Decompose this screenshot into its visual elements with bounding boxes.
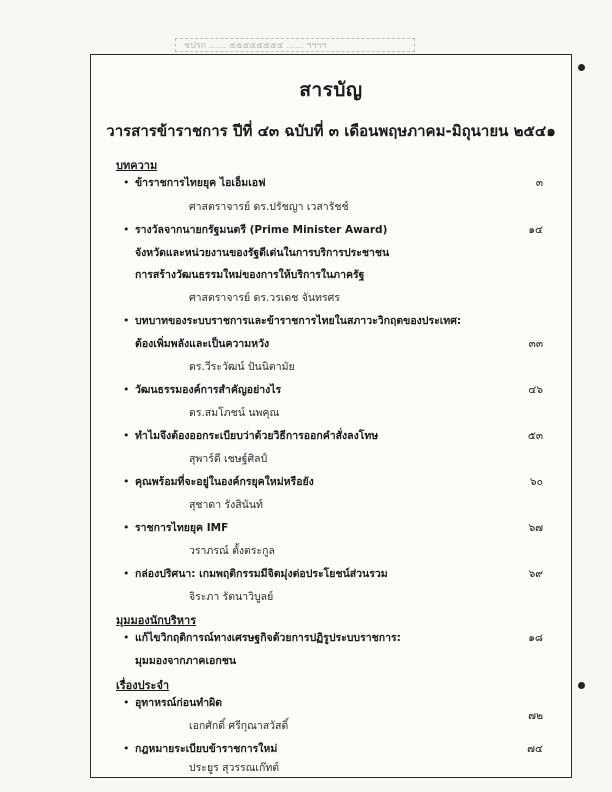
bullet-icon: • (123, 696, 130, 709)
toc-entry-page: ๓๓ (528, 338, 543, 350)
toc-entry-page: ๗๒ (528, 710, 543, 722)
toc-title: สารบัญ (299, 79, 363, 101)
toc-entry-title: วัฒนธรรมองค์การสำคัญอย่างไร (135, 384, 282, 396)
section-heading-articles: บทความ (116, 159, 158, 172)
toc-entry-title: ทำไมจึงต้องออกระเบียบว่าด้วยวิธีการออกคำสั่งลงโทษ (135, 430, 379, 442)
toc-entry-author: ประยูร สุวรรณเก๊ทต์ (189, 762, 280, 774)
toc-entry-subtitle: จังหวัดและหน่วยงานของรัฐดีเด่นในการบริการประชาชน (135, 247, 390, 259)
toc-entry-author: วราภรณ์ ตั้งตระกูล (189, 545, 275, 557)
toc-entry-page: ๖๙ (528, 568, 543, 580)
toc-entry-title: ราชการไทยยุค IMF (135, 522, 229, 534)
section-heading-regular-features: เรื่องประจำ (116, 679, 170, 692)
toc-entry-page: ๔๖ (528, 384, 543, 396)
toc-entry-title: ข้าราชการไทยยุค ไอเอ็มเอฟ (135, 177, 266, 189)
toc-entry-author: ศาสตราจารย์ ดร.วรเดช จันทรศร (189, 292, 340, 304)
bullet-icon: • (123, 631, 130, 644)
toc-entry-title: คุณพร้อมที่จะอยู่ในองค์กรยุคใหม่หรือยัง (135, 476, 314, 488)
toc-entry-page: ๓ (535, 177, 543, 189)
toc-entry-author: จิระภา รัตนาวิบูลย์ (189, 591, 274, 603)
scanned-header-fragment: ชปรก ...... ๕๕๕๕๕๕๕๕ ...... ฯฯฯฯ (175, 38, 415, 52)
toc-entry-page: ๗๔ (527, 743, 543, 755)
bullet-icon: • (123, 742, 130, 755)
bullet-icon: • (123, 429, 130, 442)
toc-entry-page: ๖๐ (529, 476, 543, 488)
bullet-icon: • (123, 475, 130, 488)
bullet-icon: • (123, 521, 130, 534)
bullet-icon: • (123, 223, 130, 236)
table-of-contents-page (90, 54, 572, 778)
toc-entry-page: ๖๗ (528, 522, 543, 534)
toc-entry-title: รางวัลจากนายกรัฐมนตรี (Prime Minister Award) (135, 224, 388, 236)
toc-entry-page: ๑๔ (528, 224, 543, 236)
toc-entry-title: อุทาหรณ์ก่อนทำผิด (135, 697, 223, 709)
bullet-icon: • (123, 314, 130, 327)
toc-entry-subtitle: ต้องเพิ่มพลังและเป็นความหวัง (135, 338, 270, 350)
bullet-icon: • (123, 176, 130, 189)
toc-entry-author: ดร.สมโภชน์ นพคุณ (189, 407, 280, 419)
bullet-icon: • (123, 383, 130, 396)
toc-entry-author: เอกศักดิ์ ศรีกุณาสวัสดิ์ (189, 720, 289, 732)
toc-entry-subtitle: มุมมองจากภาคเอกชน (135, 655, 237, 667)
toc-entry-title: กล่องปริศนา: เกมพฤติกรรมมีจิตมุ่งต่อประโยชน์ส่วนรวม (135, 568, 388, 580)
toc-entry-author: สุพาร์ดี เชษฐ์ศิลป์ (189, 453, 268, 465)
toc-entry-author: ดร.วีระวัฒน์ ปันนิตามัย (189, 361, 295, 373)
toc-entry-page: ๑๘ (528, 632, 543, 644)
section-heading-executive-view: มุมมองนักบริหาร (116, 614, 197, 627)
bullet-icon: • (123, 567, 130, 580)
toc-entry-title: บทบาทของระบบราชการและข้าราชการไทยในสภาวะวิกฤตของประเทศ: (135, 315, 462, 327)
punch-hole-mark-top (578, 64, 585, 71)
toc-entry-page: ๕๓ (527, 430, 543, 442)
toc-entry-author: ศาสตราจารย์ ดร.ปรัชญา เวสารัชช์ (189, 201, 349, 213)
toc-entry-title: แก้ไขวิกฤติการณ์ทางเศรษฐกิจด้วยการปฏิรูประบบราชการ: (135, 632, 401, 644)
punch-hole-mark-bottom (578, 682, 585, 689)
toc-entry-title: กฎหมายระเบียบข้าราชการใหม่ (135, 743, 278, 755)
toc-entry-author: สุชาดา รังสินันท์ (189, 499, 263, 511)
journal-issue-line: วารสารข้าราชการ ปีที่ ๔๓ ฉบับที่ ๓ เดือนพฤษภาคม-มิถุนายน ๒๕๔๑ (106, 122, 556, 140)
toc-entry-subtitle: การสร้างวัฒนธรรมใหม่ของการให้บริการในภาครัฐ (135, 269, 365, 281)
